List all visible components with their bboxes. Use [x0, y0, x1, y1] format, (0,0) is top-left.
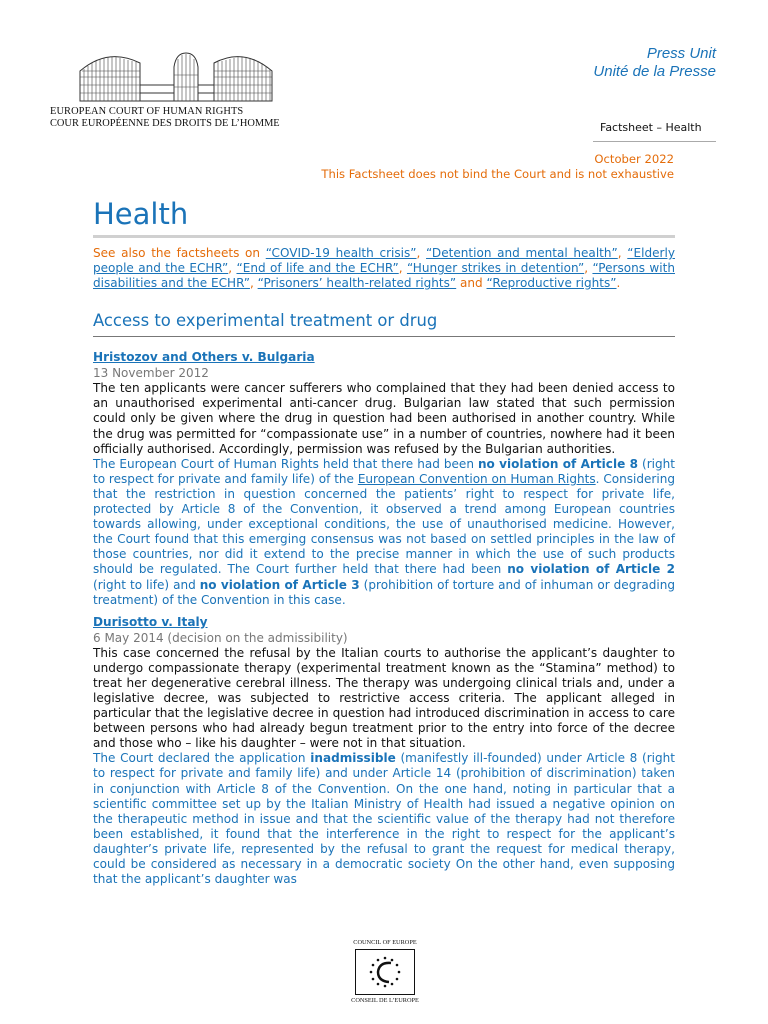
title-divider	[93, 235, 675, 238]
link-prisoners-health[interactable]: “Prisoners’ health-related rights”	[257, 276, 457, 291]
see-also-paragraph: See also the factsheets on “COVID-19 health crisis”, “Detention and mental health”, “Elderly people and the ECHR”, “End of life and the ECHR”, “Hunger strikes in detention”, “Persons with disabilities and the ECHR”, “Prisoners’ health-related rights” and “Reproductive rights”.	[93, 246, 675, 291]
coe-label-fr: CONSEIL DE L’EUROPE	[351, 997, 419, 1004]
link-hunger-strikes[interactable]: “Hunger strikes in detention”	[406, 261, 585, 276]
court-name-fr: COUR EUROPÉENNE DES DROITS DE L’HOMME	[50, 118, 280, 129]
link-disabilities[interactable]: “Persons with disabilities and the ECHR”	[93, 261, 675, 291]
document-date: October 2022	[594, 152, 674, 166]
see-also-suffix: .	[616, 276, 621, 291]
link-covid[interactable]: “COVID-19 health crisis”	[265, 246, 417, 260]
see-also-and: and	[456, 276, 487, 291]
case-link-durisotto[interactable]: Durisotto v. Italy	[93, 614, 208, 629]
coe-label-en: COUNCIL OF EUROPE	[353, 939, 417, 946]
section-heading: Access to experimental treatment or drug	[93, 311, 438, 331]
press-unit-fr: Unité de la Presse	[593, 63, 716, 80]
see-also-prefix: See also the factsheets on	[93, 246, 266, 260]
court-building-icon	[78, 45, 274, 103]
link-detention-mental-health[interactable]: “Detention and mental health”	[426, 246, 618, 260]
coe-stars-icon	[365, 954, 405, 990]
ruling-text: (right to life) and	[93, 577, 200, 592]
case-date: 13 November 2012	[93, 366, 209, 381]
ruling-text: (right to respect for private and family life) of the	[93, 456, 675, 486]
court-logo	[50, 45, 290, 129]
ruling-outcome: no violation of Article 8	[477, 456, 638, 471]
ruling-outcome: inadmissible	[310, 751, 396, 766]
header-divider	[593, 141, 716, 142]
council-of-europe-logo	[340, 939, 430, 1004]
ruling-outcome: no violation of Article 2	[507, 562, 675, 577]
coe-emblem	[355, 949, 415, 995]
link-elderly[interactable]: “Elderly people and the ECHR”	[93, 246, 675, 276]
echr-link[interactable]: European Convention on Human Rights	[357, 471, 596, 486]
link-end-of-life[interactable]: “End of life and the ECHR”	[236, 261, 399, 276]
main-content	[93, 193, 675, 887]
press-unit	[593, 45, 716, 81]
ruling-text: (prohibition of torture and of inhuman or degrading treatment) of the Convention in this case.	[93, 577, 675, 607]
ruling-text: The European Court of Human Rights held that there had been	[93, 456, 478, 471]
ruling-text: The Court declared the application	[93, 751, 311, 766]
case-facts: The ten applicants were cancer sufferers who complained that they had been denied access to an unauthorised experimental anti-cancer drug. Bulgarian law stated that such permission could only be given where the drug in question had been authorised in another country. While the drug was permitted for “compassionate use” in a number of countries, nowhere had it been officially authorised. Accordingly, permission was refused by the Bulgarian authorities.	[93, 381, 675, 456]
link-reproductive[interactable]: “Reproductive rights”	[486, 276, 617, 291]
ruling-text: . Considering that the restriction in question concerned the patients’ right to respect for private life, protected by Article 8 of the Convention, it observed a trend among European countries towards allowing, under exceptional conditions, the use of unauthorised medicine. However, the Court found that this emerging consensus was not based on settled principles in the law of those countries, nor did it extend to the precise manner in which the use of such products should be regulated. The Court further held that there had been	[93, 471, 675, 577]
disclaimer: This Factsheet does not bind the Court and is not exhaustive	[321, 167, 674, 181]
page-title: Health	[93, 197, 189, 231]
section-divider	[93, 336, 675, 337]
case-link-hristozov[interactable]: Hristozov and Others v. Bulgaria	[93, 350, 315, 365]
court-name-en: EUROPEAN COURT OF HUMAN RIGHTS	[50, 106, 244, 117]
case-ruling	[93, 457, 675, 608]
case-facts: This case concerned the refusal by the Italian courts to authorise the applicant’s daughter to undergo compassionate therapy (experimental treatment known as the “Stamina” method) to treat her degenerative cerebral illness. The therapy was undergoing clinical trials and, under a legislative decree, was subjected to restrictive access criteria. The applicant alleged in particular that the legislative decree in question had introduced discrimination in access to care between persons who had already begun treatment prior to the entry into force of the decree and those who – like his daughter – were not in that situation.	[93, 645, 675, 751]
press-unit-en: Press Unit	[646, 45, 716, 62]
ruling-text: (manifestly ill-founded) under Article 8 (right to respect for private and family life) and under Article 14 (prohibition of discrimination) taken in conjunction with Article 8 of the Convention. On the one hand, noting in particular that a scientific committee set up by the Italian Ministry of Health had issued a negative opinion on the therapeutic method in issue and that the scientific value of the therapy had not therefore been established, it found that the interference in the right to respect for the applicant’s daughter’s private life, represented by the refusal to grant the request for medical therapy, could be considered as necessary in a democratic society On the other hand, even supposing that the applicant’s daughter was	[93, 751, 675, 887]
case-ruling	[93, 751, 675, 887]
document-meta	[321, 152, 674, 182]
case-date: 6 May 2014 (decision on the admissibility)	[93, 630, 348, 645]
ruling-outcome: no violation of Article 3	[199, 577, 360, 592]
factsheet-label: Factsheet – Health	[600, 121, 702, 134]
